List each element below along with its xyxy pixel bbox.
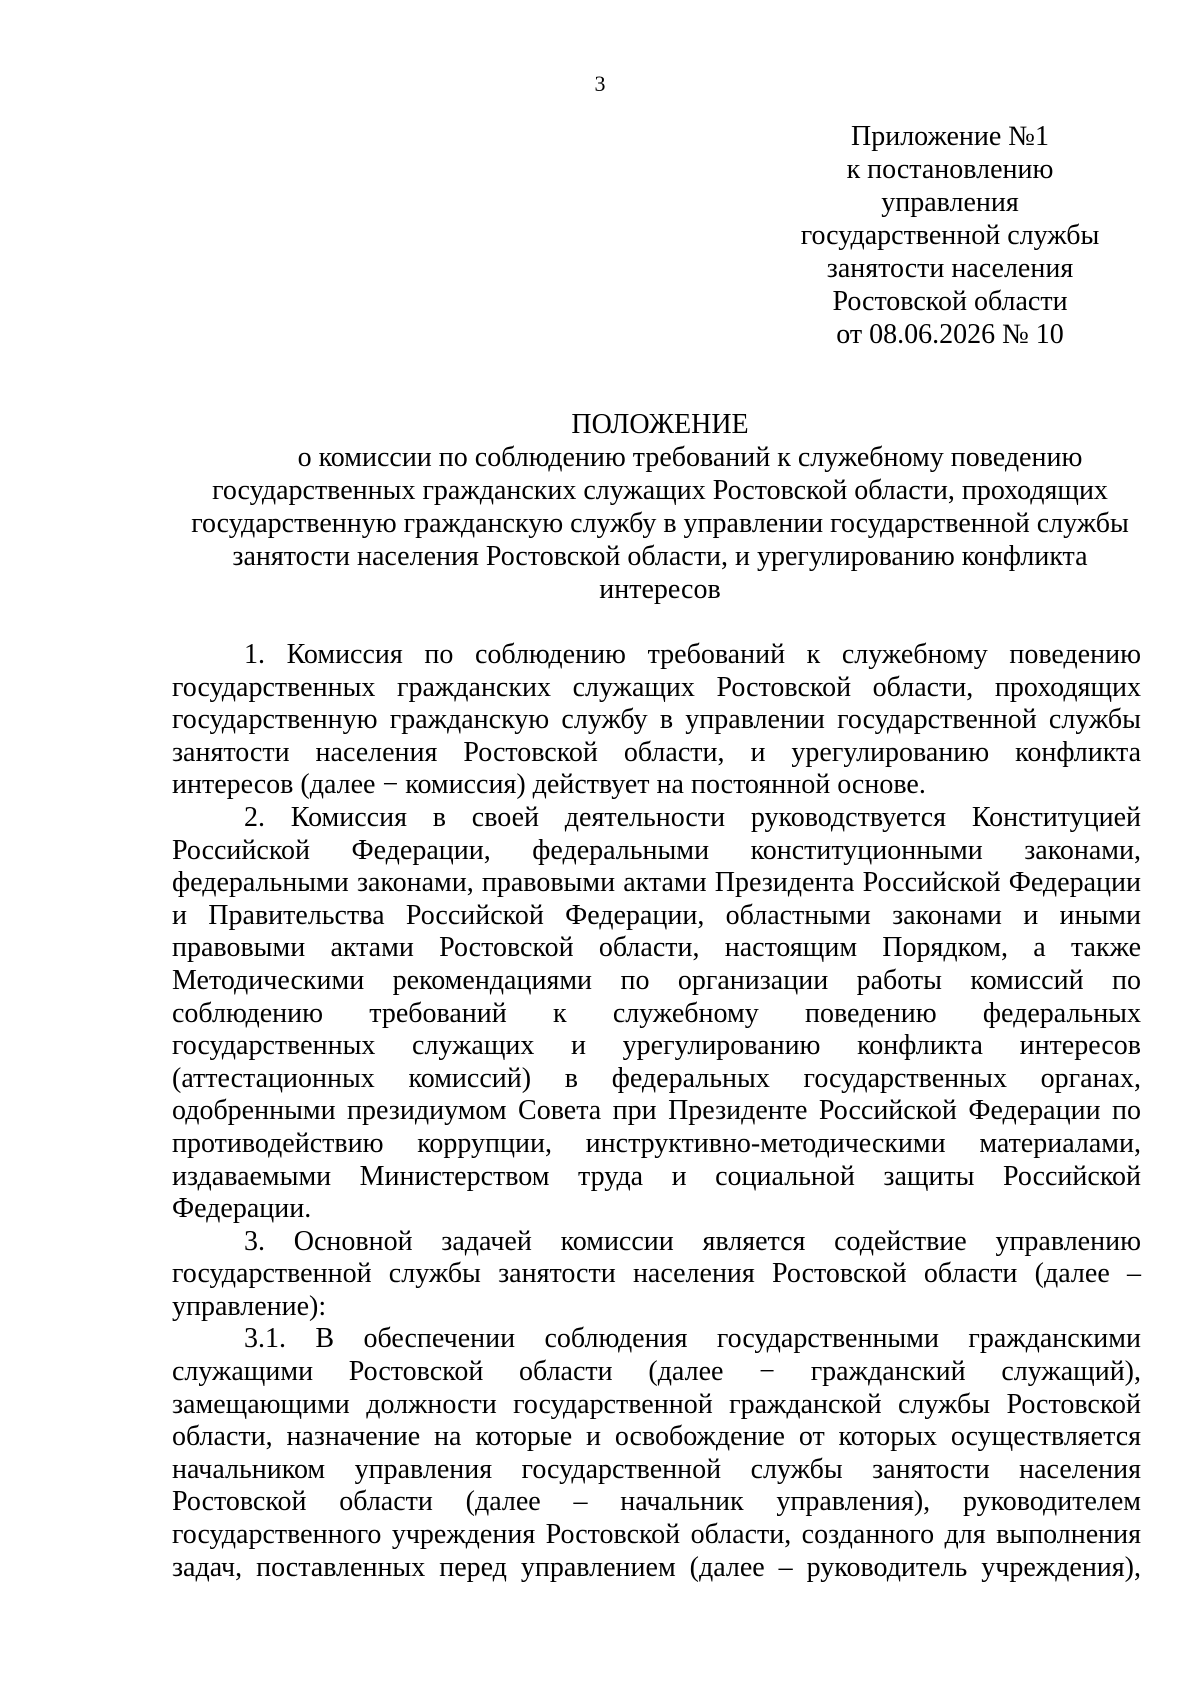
appendix-line: Приложение №1 [851, 121, 1049, 152]
document-body [172, 639, 1141, 1584]
document-title [160, 408, 1160, 606]
paragraph-3-1: 3.1. В обеспечении соблюдения государственными гражданскими служащими Ростовской области (далее − гражданский служащий), замещающими должности государственной гражданской службы Ростовской области, назначение на которые и освобождение от которых осуществляется начальником управления государственной службы занятости населения Ростовской области (далее – начальник управления), руководителем государственного учреждения Ростовской области, созданного для выполнения задач, поставленных перед управлением (далее – руководитель учреждения), [172, 1323, 1141, 1583]
title-heading: ПОЛОЖЕНИЕ [571, 409, 749, 440]
appendix-line: Ростовской области [832, 286, 1068, 317]
appendix-block [770, 120, 1130, 351]
appendix-line: государственной службы [800, 220, 1100, 251]
paragraph-3: 3. Основной задачей комиссии является содействие управлению государственной службы занятости населения Ростовской области (далее – управление): [172, 1225, 1141, 1322]
paragraph-2: 2. Комиссия в своей деятельности руководствуется Конституцией Российской Федерации, федеральными конституционными законами, федеральными законами, правовыми актами Президента Российской Федерации и Правительства Российской Федерации, областными законами и иными правовыми актами Ростовской области, настоящим Порядком, а также Методическими рекомендациями по организации работы комиссий по соблюдению требований к служебному поведению федеральных государственных служащих и урегулированию конфликта интересов (аттестационных комиссий) в федеральных государственных органах, одобренными президиумом Совета при Президенте Российской Федерации по противодействию коррупции, инструктивно-методическими материалами, издаваемыми Министерством труда и социальной защиты Российской Федерации. [172, 801, 1141, 1225]
title-subtitle-line: государственную гражданскую службу в управлении государственной службы [191, 508, 1129, 539]
title-subtitle-line: государственных гражданских служащих Ростовской области, проходящих [212, 475, 1108, 506]
appendix-line: занятости населения [826, 253, 1074, 284]
paragraph-1: 1. Комиссия по соблюдению требований к служебному поведению государственных гражданских служащих Ростовской области, проходящих государственную гражданскую службу в управлении государственной службы занятости населения Ростовской области, и урегулированию конфликта интересов (далее − комиссия) действует на постоянной основе. [172, 639, 1141, 801]
appendix-line: от 08.06.2026 № 10 [836, 319, 1064, 350]
title-subtitle-line: занятости населения Ростовской области, и урегулированию конфликта [232, 541, 1088, 572]
title-subtitle-line: о комиссии по соблюдению требований к служебному поведению [297, 442, 1083, 473]
page-number: 3 [594, 71, 606, 96]
title-subtitle-line: интересов [599, 574, 721, 605]
appendix-line: управления [881, 187, 1019, 218]
appendix-line: к постановлению [846, 154, 1054, 185]
